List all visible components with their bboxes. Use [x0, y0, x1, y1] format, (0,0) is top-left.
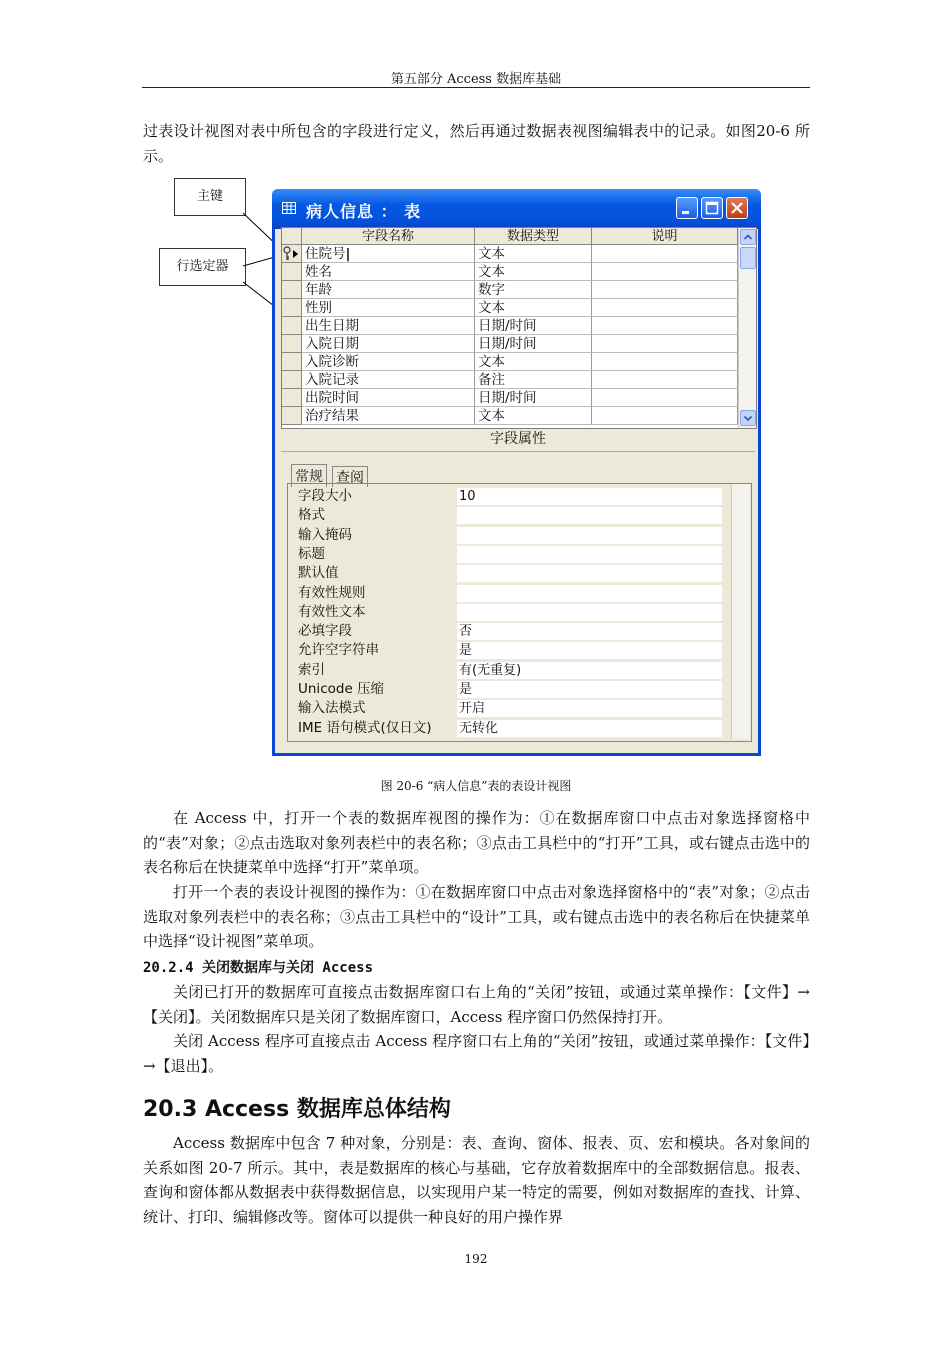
- description-cell[interactable]: [592, 389, 738, 407]
- window-title: 病人信息 ： 表: [306, 202, 422, 221]
- description-cell[interactable]: [592, 299, 738, 317]
- row-selector[interactable]: [282, 263, 302, 281]
- field-name-cell[interactable]: 入院记录: [302, 371, 475, 389]
- field-name-cell[interactable]: 姓名: [302, 263, 475, 281]
- property-label: 标题: [298, 545, 325, 562]
- property-label: 允许空字符串: [298, 642, 379, 659]
- row-selector[interactable]: [282, 281, 302, 299]
- tab-lookup[interactable]: 查阅: [332, 466, 368, 487]
- grid-corner: [282, 228, 302, 245]
- property-value-input[interactable]: 开启: [457, 700, 722, 717]
- property-value-input[interactable]: [457, 585, 722, 602]
- field-name-cell[interactable]: 入院日期: [302, 335, 475, 353]
- row-selector[interactable]: [282, 335, 302, 353]
- field-row[interactable]: [282, 371, 738, 389]
- property-row: [298, 545, 730, 564]
- property-label: 索引: [298, 661, 325, 678]
- col-header-data-type[interactable]: 数据类型: [475, 228, 592, 245]
- row-selector[interactable]: [282, 245, 302, 263]
- property-value-input[interactable]: [457, 507, 722, 524]
- property-row: [298, 641, 730, 660]
- data-type-cell[interactable]: 备注: [475, 371, 592, 389]
- description-cell[interactable]: [592, 407, 738, 425]
- paragraph-close-database: 关闭已打开的数据库可直接点击数据库窗口右上角的“关闭”按钮，或通过菜单操作：【文件】→【关闭】。关闭数据库只是关闭了数据库窗口，Access 程序窗口仍然保持打开。: [143, 983, 810, 1026]
- data-type-cell[interactable]: 日期/时间: [475, 317, 592, 335]
- maximize-icon: [702, 198, 722, 218]
- field-row[interactable]: [282, 389, 738, 407]
- property-label: Unicode 压缩: [298, 681, 385, 697]
- field-name-cell[interactable]: 性别: [302, 299, 475, 317]
- col-header-description[interactable]: 说明: [592, 228, 738, 245]
- minimize-icon: [677, 198, 697, 218]
- property-row: [298, 487, 730, 506]
- paragraph-close-access: 关闭 Access 程序可直接点击 Access 程序窗口右上角的“关闭”按钮，或通过菜单操作：【文件】→【退出】。: [143, 1032, 810, 1075]
- property-row: [298, 719, 730, 738]
- description-cell[interactable]: [592, 245, 738, 263]
- field-row[interactable]: [282, 245, 738, 263]
- properties-panel: [287, 483, 752, 742]
- intro-paragraph: 过表设计视图对表中所包含的字段进行定义，然后再通过数据表视图编辑表中的记录。如图20-6 所示。: [143, 122, 810, 165]
- chevron-up-icon: [741, 230, 755, 244]
- field-row[interactable]: [282, 299, 738, 317]
- property-row: [298, 526, 730, 545]
- data-type-cell[interactable]: 文本: [475, 353, 592, 371]
- property-value-input[interactable]: 是: [457, 642, 722, 659]
- field-row[interactable]: [282, 335, 738, 353]
- field-name-cell[interactable]: 出院时间: [302, 389, 475, 407]
- page-number: 192: [464, 1252, 488, 1266]
- data-type-cell[interactable]: 日期/时间: [475, 335, 592, 353]
- property-label: 字段大小: [298, 488, 352, 504]
- paragraph-open-design: 打开一个表的表设计视图的操作为：①在数据库窗口中点击对象选择窗格中的“表”对象；②点击选取对象列表栏中的表名称；③点击工具栏中的“设计”工具，或右键点击选中的表名称后在快捷菜单中选择“设计视图”菜单项。: [143, 883, 810, 950]
- page-header: 第五部分 Access 数据库基础: [390, 72, 562, 87]
- properties-scrollbar[interactable]: [731, 484, 750, 739]
- description-cell[interactable]: [592, 335, 738, 353]
- callout-primary-key: 主键: [174, 178, 246, 216]
- scroll-up-button[interactable]: [740, 229, 756, 245]
- section-heading-2-4: 20.2.4 关闭数据库与关闭 Access: [143, 960, 374, 976]
- property-row: [298, 603, 730, 622]
- property-label: 输入掩码: [298, 526, 352, 543]
- table-design-window: [272, 189, 761, 756]
- property-label: 有效性规则: [298, 584, 366, 601]
- property-label: 输入法模式: [298, 700, 366, 717]
- field-name-cell[interactable]: 年龄: [302, 281, 475, 299]
- field-properties-label: 字段属性: [490, 431, 546, 447]
- property-value-input[interactable]: 10: [457, 488, 722, 505]
- data-type-cell[interactable]: 文本: [475, 407, 592, 425]
- property-value-input[interactable]: [457, 565, 722, 582]
- property-label: 必填字段: [298, 623, 352, 640]
- property-row: [298, 564, 730, 583]
- field-row[interactable]: [282, 353, 738, 371]
- property-value-input[interactable]: [457, 546, 722, 563]
- col-header-field-name[interactable]: 字段名称: [302, 228, 475, 245]
- field-name-cell[interactable]: 出生日期: [302, 317, 475, 335]
- data-type-cell[interactable]: 日期/时间: [475, 389, 592, 407]
- property-label: 有效性文本: [298, 603, 366, 620]
- property-value-input[interactable]: 否: [457, 623, 722, 640]
- section-heading-20-3: 20.3 Access 数据库总体结构: [143, 1097, 451, 1122]
- description-cell[interactable]: [592, 353, 738, 371]
- close-icon: [727, 198, 747, 218]
- property-label: 格式: [298, 507, 325, 524]
- description-cell[interactable]: [592, 263, 738, 281]
- chevron-down-icon: [741, 411, 755, 425]
- field-name-cell[interactable]: 住院号|: [302, 245, 475, 263]
- property-value-input[interactable]: [457, 604, 722, 621]
- field-name-cell[interactable]: 治疗结果: [302, 407, 475, 425]
- field-row[interactable]: [282, 317, 738, 335]
- figure-caption: 图 20-6 “病人信息”表的表设计视图: [380, 779, 572, 793]
- callout-row-selector: 行选定器: [159, 248, 246, 286]
- description-cell[interactable]: [592, 371, 738, 389]
- property-row: [298, 506, 730, 525]
- property-value-input[interactable]: 无转化: [457, 720, 722, 737]
- data-type-cell[interactable]: 文本: [475, 263, 592, 281]
- close-button[interactable]: [726, 197, 748, 219]
- field-row[interactable]: [282, 407, 738, 425]
- data-type-cell[interactable]: 文本: [475, 245, 592, 263]
- description-cell[interactable]: [592, 281, 738, 299]
- row-selector[interactable]: [282, 317, 302, 335]
- tab-general[interactable]: 常规: [291, 464, 327, 487]
- property-row: [298, 622, 730, 641]
- field-row[interactable]: [282, 281, 738, 299]
- grid-scrollbar[interactable]: [738, 228, 757, 428]
- row-selector[interactable]: [282, 389, 302, 407]
- properties-divider: [281, 451, 755, 452]
- row-selector[interactable]: [282, 371, 302, 389]
- table-icon: [282, 202, 296, 214]
- data-type-cell[interactable]: 文本: [475, 299, 592, 317]
- property-row: [298, 699, 730, 718]
- paragraph-db-structure: Access 数据库中包含 7 种对象，分别是：表、查询、窗体、报表、页、宏和模块。各对象间的关系如图 20-7 所示。其中，表是数据库的核心与基础，它存放着数据库中的全部数据信息。报表、查询和窗体都从数据表中获得数据信息，以实现用户某一特定的需要，例如对数据库的查找、计算、统计、打印、编辑修改等。窗体可以提供一种良好的用户操作界: [143, 1134, 810, 1226]
- primary-key-icon: [282, 245, 301, 262]
- property-value-input[interactable]: 是: [457, 681, 722, 698]
- property-label: IME 语句模式(仅日文): [298, 719, 432, 736]
- property-value-input[interactable]: [457, 527, 722, 544]
- property-row: [298, 661, 730, 680]
- field-grid: [281, 227, 757, 429]
- row-selector[interactable]: [282, 353, 302, 371]
- property-row: [298, 584, 730, 603]
- description-cell[interactable]: [592, 317, 738, 335]
- maximize-button[interactable]: [701, 197, 723, 219]
- window-titlebar[interactable]: [272, 189, 761, 229]
- field-row[interactable]: [282, 263, 738, 281]
- paragraph-open-datasheet: 在 Access 中，打开一个表的数据库视图的操作为：①在数据库窗口中点击对象选择窗格中的“表”对象；②点击选取对象列表栏中的表名称；③点击工具栏中的“打开”工具，或右键点击选中的表名称后在快捷菜单中选择“打开”菜单项。: [143, 809, 810, 876]
- property-label: 默认值: [298, 565, 339, 582]
- row-selector[interactable]: [282, 407, 302, 425]
- field-name-cell[interactable]: 入院诊断: [302, 353, 475, 371]
- property-value-input[interactable]: 有(无重复): [457, 662, 722, 679]
- scroll-thumb[interactable]: [740, 247, 756, 269]
- row-selector[interactable]: [282, 299, 302, 317]
- property-row: [298, 680, 730, 699]
- data-type-cell[interactable]: 数字: [475, 281, 592, 299]
- minimize-button[interactable]: [676, 197, 698, 219]
- scroll-down-button[interactable]: [740, 410, 756, 426]
